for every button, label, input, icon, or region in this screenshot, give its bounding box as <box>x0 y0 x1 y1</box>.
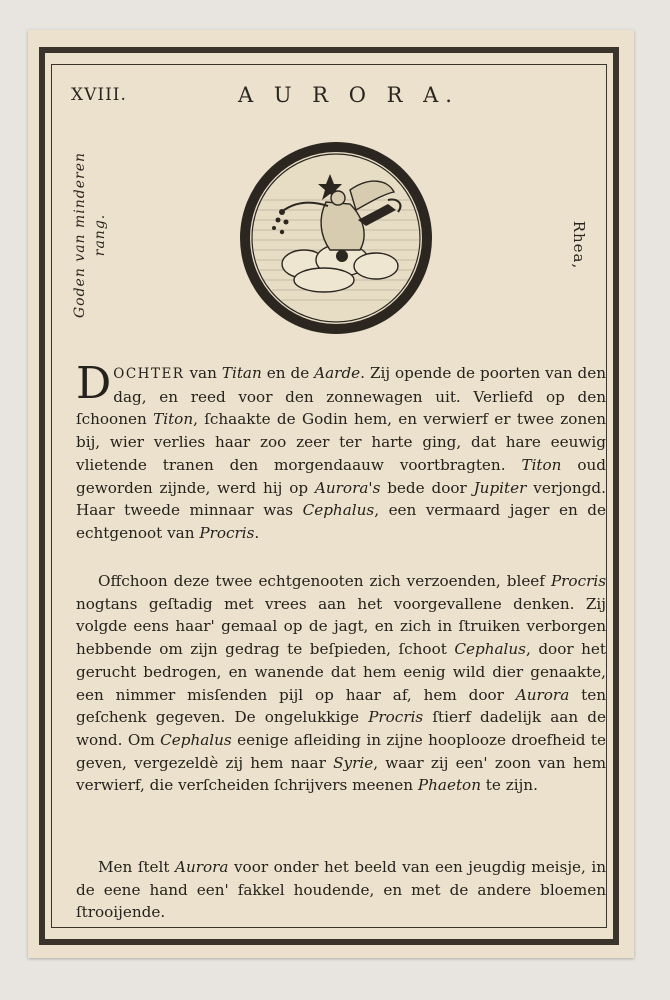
text-span: voor onder het beeld van een jeugdig meisje, in de eene hand een' fakkel houdende, en met de andere bloemen ſtrooijende. <box>76 858 606 922</box>
card-number: XVIII. <box>71 85 127 105</box>
text-span: . <box>254 523 260 542</box>
text-span: oud geworden zijnde, werd hij op <box>76 455 607 497</box>
name-cephalus: Cephalus <box>302 501 375 520</box>
name-aurora: Aurora <box>515 685 570 704</box>
paragraph-1 <box>76 358 607 545</box>
paragraph-3 <box>76 856 606 924</box>
side-label-right <box>567 210 591 280</box>
aurora-medallion-engraving <box>238 140 434 336</box>
card-title: A U R O R A. <box>238 83 459 107</box>
text-span: ſtierf dadelijk aan de wond. Om <box>76 708 606 749</box>
text-span: . Zij opende de poorten van den dag, en reed voor den zonnewagen uit. Verliefd op den ſchoonen <box>76 364 606 429</box>
name-cephalus: Cephalus <box>454 640 526 659</box>
text-span: verjongd. Haar tweede minnaar was <box>76 478 606 520</box>
drop-cap: D <box>76 358 112 409</box>
name-aurora: Aurora <box>175 858 229 876</box>
text-span: , een vermaard jager en de echtgenoot van <box>76 501 606 542</box>
name-titon: Titon <box>153 410 194 429</box>
text-span: , ſchaakte de Godin hem, en verwierf er twee zonen bij, wier verlies haar zoo zeer ter harte ging, dat hare eeuwig vlietende tranen den morgendaauw voortbragten. <box>76 410 607 474</box>
name-jupiter: Jupiter <box>473 478 527 497</box>
text-span: van <box>184 364 222 382</box>
name-procris: Procris <box>199 523 255 542</box>
text-span: ten geſchenk gegeven. De ongelukkige <box>76 685 606 727</box>
paragraph-2 <box>76 570 606 797</box>
text-span: nogtans geſtadig met vrees aan het voorgevallene denken. Zij volgde eens haar' gemaal op de jagt, en zich in ſtruiken verborgen hebbende om zijn gedrag te beſpieden, ſchoot <box>76 594 606 659</box>
name-auroras: Aurora's <box>314 478 381 497</box>
name-aarde: Aarde <box>314 364 361 382</box>
name-titan: Titan <box>221 364 262 382</box>
text-span: en de <box>261 364 315 382</box>
text-span: , waar zij een' zoon van hem verwierf, die verſcheiden ſchrijvers meenen <box>76 753 606 795</box>
text-span: Offchoon deze twee echtgenooten zich verzoenden, bleef <box>98 572 551 590</box>
name-titon: Titon <box>521 455 562 474</box>
name-phaeton: Phaeton <box>417 776 481 795</box>
side-label-left-line1: Goden van minderen <box>72 151 88 319</box>
text-span: Men ſtelt <box>98 858 175 876</box>
text-span: te zijn. <box>480 776 538 795</box>
name-cephalus: Cephalus <box>160 730 232 749</box>
side-label-right-text: Rhea, <box>570 220 588 270</box>
side-label-left-line2: rang. <box>92 213 108 257</box>
name-syrie: Syrie <box>333 753 374 772</box>
text-span: eenige afleiding in zijne hooplooze droefheid te geven, vergezeldè zij hem naar <box>76 730 607 772</box>
text-span: , door het gerucht bedrogen, en wanende dat hem eenig wild dier genaakte, een nimmer misſenden pijl op haar af, hem door <box>76 640 606 704</box>
name-procris: Procris <box>550 572 606 590</box>
side-label-left <box>70 150 144 320</box>
name-procris: Procris <box>368 708 424 727</box>
text-span: bede door <box>380 478 474 497</box>
opening-word: OCHTER <box>113 366 185 382</box>
